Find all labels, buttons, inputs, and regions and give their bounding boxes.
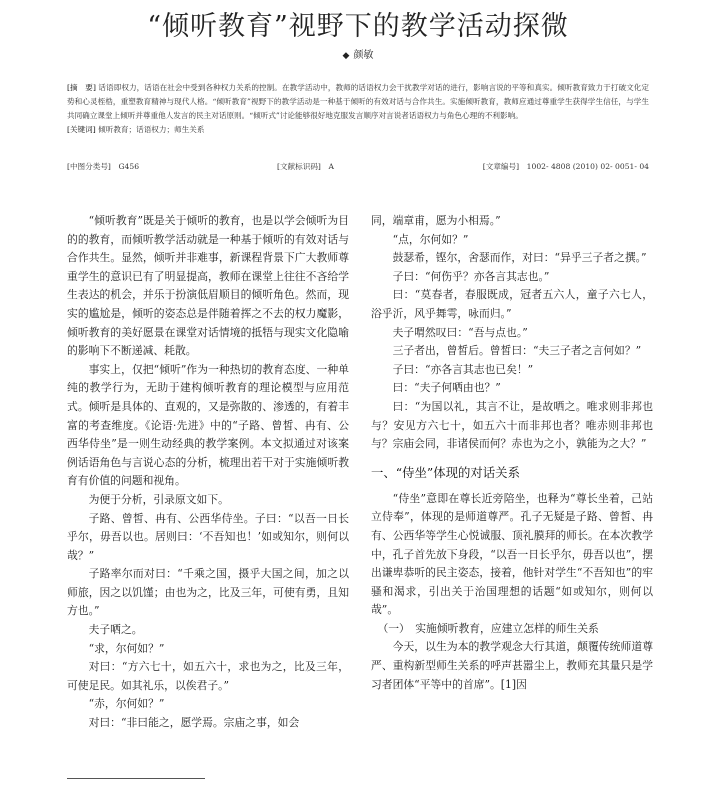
document-code: [文献标识码] A <box>277 162 334 171</box>
body-paragraph: 夫子喟然叹曰：“吾与点也。” <box>392 325 528 339</box>
body-column-right <box>371 212 653 694</box>
body-paragraph: 曰：“莫春者，春服既成，冠者五六人，童子六七人，浴乎沂，风乎舞雩，咏而归。” <box>371 288 653 320</box>
footnote-divider <box>67 778 205 779</box>
keywords-label: [关键词] <box>67 125 96 134</box>
keywords-line <box>67 123 649 137</box>
classification-number: [中图分类号] G456 <box>67 162 140 171</box>
paper-title: “倾听教育”视野下的教学活动探微 <box>147 11 569 42</box>
body-paragraph: “赤，尔何如？” <box>88 697 165 711</box>
body-paragraph: 三子者出，曾皙后。曾皙曰：“夫三子者之言何如？” <box>392 344 642 358</box>
body-paragraph: “倾听教育”既是关于倾听的教育，也是以学会倾听为目的的教育，而倾听教学活动就是一种基于倾听的有效对话与合作共生。显然，倾听并非难事，新课程背景下广大教师尊重学生的意识已有了明显提高，教师在课堂上往往不吝给学生表达的机会，并乐于扮演低眉顺目的倾听角色。然而，现实的尴尬是，倾听的姿态总是伴随着挥之不去的权力魔影，倾听教育的美好愿景在课堂对话情境的抵牾与现实文化隐喻的影响下不断递减、耗散。 <box>67 214 349 358</box>
diamond-icon: ◆ <box>342 51 350 61</box>
keywords-text: 倾听教育；话语权力；师生关系 <box>98 125 205 134</box>
body-paragraph: 子路、曾皙、冉有、公西华侍坐。子曰：“以吾一日长乎尔，毋吾以也。居则曰：‘不吾知也！’如或知尔，则何以哉？” <box>67 511 349 562</box>
body-paragraph: 夫子哂之。 <box>88 623 143 637</box>
body-paragraph: 子曰：“亦各言其志也已矣！” <box>392 362 534 376</box>
body-paragraph: “侍坐”意即在尊长近旁陪坐，也释为“尊长坐着，己站立侍奉”，体现的是师道尊严。孔子无疑是子路、曾皙、冉有、公西华等学生心悦诚服、顶礼膜拜的师长。在本次教学中，孔子首先放下身段，“以吾一日长乎尔，毋吾以也”，摆出谦卑恭听的民主姿态，接着，他针对学生“不吾知也”的牢骚和渴求，引出关于治国理想的话题“如或知尔，则何以哉”。 <box>371 491 653 617</box>
body-paragraph: 对曰：“方六七十，如五六十，求也为之，比及三年，可使足民。如其礼乐，以俟君子。” <box>67 660 349 692</box>
abstract-label: [摘 要] <box>67 83 96 92</box>
body-paragraph: 鼓瑟希，铿尔，舍瑟而作，对曰：“异乎三子者之撰。” <box>392 251 647 265</box>
body-paragraph: 同，端章甫，愿为小相焉。” <box>371 214 501 227</box>
body-paragraph: “点，尔何如？” <box>392 232 469 246</box>
article-number: [文章编号] 1002- 4808 (2010) 02- 0051- 04 <box>482 162 649 171</box>
abstract-block <box>67 81 649 137</box>
body-paragraph: 子路率尔而对曰：“千乘之国，摄乎大国之间，加之以师旅，因之以饥馑；由也为之，比及三年，可使有勇，且知方也。” <box>67 567 349 618</box>
article-meta <box>67 161 649 175</box>
body-paragraph: 曰：“夫子何哂由也？” <box>392 381 501 395</box>
author-name: 颜敏 <box>353 50 374 61</box>
subsection-heading: （一） 实施倾听教育，应建立怎样的师生关系 <box>377 621 599 635</box>
body-paragraph: 曰：“为国以礼，其言不让，是故哂之。唯求则非邦也与？安见方六七十，如五六十而非邦也者？唯赤则非邦也与？宗庙会同，非诸侯而何？赤也为之小，孰能为之大？” <box>371 399 653 451</box>
abstract-paragraph <box>67 81 649 123</box>
body-paragraph: 对曰：“非曰能之，愿学焉。宗庙之事，如会 <box>88 716 300 730</box>
abstract-text: 话语即权力，话语在社会中受到各种权力关系的控制。在教学活动中，教师的话语权力会干扰教学对话的进行，影响言说的平等和真实。倾听教育致力于打破文化定势和心灵桎梏，重塑教育精神与现代人格。“倾听教育”视野下的教学活动是一种基于倾听的有效对话与合作共生。实施倾听教育，教师应通过尊重学生获得学生信任，与学生共同确立课堂上倾听并尊重他人发言的民主对话原则。“倾听式”讨论能够很好地克服发言顺序对言说者话语权力与角色心理的不利影响。 <box>67 83 649 120</box>
body-paragraph: 为便于分析，引录原文如下。 <box>88 492 229 506</box>
section-heading: 一、“侍坐”体现的对话关系 <box>371 464 520 480</box>
body-column-left <box>67 212 349 733</box>
body-paragraph: “求，尔何如？” <box>88 641 165 655</box>
body-paragraph: 事实上，仅把“倾听”作为一种热切的教育态度、一种单纯的教学行为，无助于建构倾听教育的理论模型与应用范式。倾听是具体的、直观的，又是弥散的、渗透的，有着丰富的考查维度。《论语·先进》中的“子路、曾皙、冉有、公西华侍坐”是一则生动经典的教学案例。本文拟通过对该案例话语角色与言说心态的分析，梳理出若干对于实施倾听教育有价值的问题和视角。 <box>67 362 349 488</box>
body-paragraph: 子曰：“何伤乎？亦各言其志也。” <box>392 269 550 283</box>
body-paragraph: 今天，以生为本的教学观念大行其道，颠覆传统师道尊严、重构新型师生关系的呼声甚嚣尘上，教师充其量只是学习者团体“平等中的首席”。[1]因 <box>371 640 653 691</box>
author-line <box>0 46 716 61</box>
